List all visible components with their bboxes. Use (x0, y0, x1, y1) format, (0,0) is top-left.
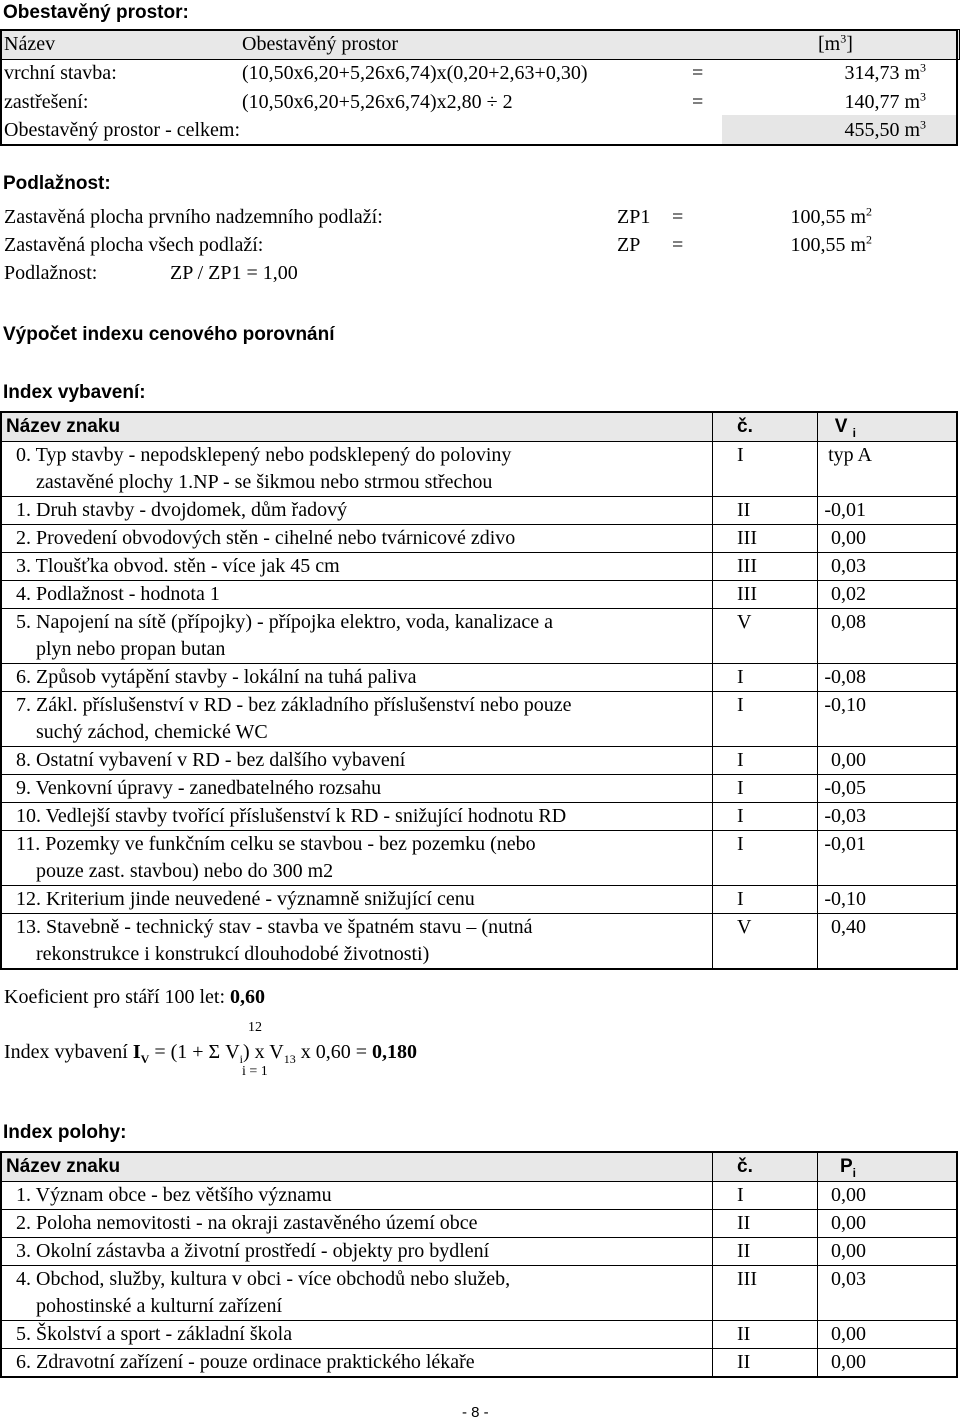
row-val: -0,03 (818, 803, 958, 831)
table-header-row (1, 412, 957, 442)
table-row (1, 692, 957, 747)
volume-row-formula: (10,50x6,20+5,26x6,74)x2,80 ÷ 2 (242, 91, 513, 113)
row-text: 0. Typ stavby - nepodsklepený nebo podsklepený do poloviny zastavěné plochy 1.NP - se šikmou nebo strmou střechou (1, 442, 713, 497)
row-no: I (713, 886, 818, 914)
podlaznost-eq: = (672, 206, 684, 228)
page-number: - 8 - (462, 1404, 489, 1421)
row-val: -0,10 (818, 692, 958, 747)
index-vybaveni-formula: Index vybavení $I_V = (1 + \Sigma$ $V_i$) x $V_{13}$ x 0,60 = 0,180 (4, 1041, 418, 1066)
row-text: 5. Školství a sport - základní škola (1, 1321, 713, 1349)
row-no: III (713, 525, 818, 553)
table-header-row (1, 1152, 957, 1182)
volume-header-name: Název (4, 33, 56, 55)
row-no: II (713, 1210, 818, 1238)
row-val: 0,08 (818, 609, 958, 664)
row-val: 0,02 (818, 581, 958, 609)
volume-row-formula: (10,50x6,20+5,26x6,74)x(0,20+2,63+0,30) (242, 62, 588, 84)
table-row (1, 747, 957, 775)
row-no: III (713, 553, 818, 581)
section-title-vybaveni: Index vybavení: (3, 382, 146, 403)
row-text: 4. Obchod, služby, kultura v obci - více obchodů nebo služeb, pohostinské a kulturní zařízení (1, 1266, 713, 1321)
podlaznost-value: 100,55 $m^2$ (790, 204, 872, 228)
row-val: -0,01 (818, 831, 958, 886)
row-text: 5. Napojení na sítě (přípojky) - přípojka elektro, voda, kanalizace a plyn nebo propan butan (1, 609, 713, 664)
row-val: 0,03 (818, 1266, 958, 1321)
row-no: I (713, 831, 818, 886)
volume-total-name: Obestavěný prostor - celkem: (4, 119, 241, 141)
table-row (1, 886, 957, 914)
table-row (1, 914, 957, 970)
sum-upper-limit: 12 (248, 1020, 262, 1035)
row-text: 8. Ostatní vybavení v RD - bez dalšího vybavení (1, 747, 713, 775)
table-row (1, 1210, 957, 1238)
table-row (1, 442, 957, 497)
header-val: $P_i$ (818, 1152, 958, 1182)
table-row (1, 664, 957, 692)
podlaznost-eq: = (672, 234, 684, 256)
sum-lower-limit: i = 1 (242, 1064, 268, 1079)
row-text: 6. Zdravotní zařízení - pouze ordinace praktického lékaře (1, 1349, 713, 1378)
koeficient-stari: Koeficient pro stáří 100 let: 0,60 (4, 986, 266, 1008)
row-text: 1. Význam obce - bez většího významu (1, 1182, 713, 1210)
row-no: I (713, 664, 818, 692)
row-no: I (713, 747, 818, 775)
row-text: 1. Druh stavby - dvojdomek, dům řadový (1, 497, 713, 525)
row-no: II (713, 1349, 818, 1378)
podlaznost-code: ZP1 (617, 206, 651, 228)
row-text: 13. Stavebně - technický stav - stavba ve špatném stavu – (nutná rekonstrukce i konstrukcí dlouhodobé životnosti) (1, 914, 713, 970)
section-title-polohy: Index polohy: (3, 1122, 127, 1143)
table-row (1, 1349, 957, 1378)
row-no: I (713, 692, 818, 747)
table-row (1, 1321, 957, 1349)
row-no: I (713, 1182, 818, 1210)
row-text: 12. Kriterium jinde neuvedené - významně snižující cenu (1, 886, 713, 914)
table-row (1, 553, 957, 581)
row-text: 11. Pozemky ve funkčním celku se stavbou - bez pozemku (nebo pouze zast. stavbou) nebo do 300 m2 (1, 831, 713, 886)
row-no: II (713, 497, 818, 525)
row-text: 3. Okolní zástavba a životní prostředí - objekty pro bydlení (1, 1238, 713, 1266)
row-no: II (713, 1321, 818, 1349)
section-title-obestaveny: Obestavěný prostor: (3, 2, 189, 23)
row-text: 4. Podlažnost - hodnota 1 (1, 581, 713, 609)
row-val: 0,00 (818, 525, 958, 553)
table-row (1, 581, 957, 609)
podlaznost-label: Zastavěná plocha všech podlaží: (4, 234, 264, 256)
row-no: III (713, 581, 818, 609)
podlaznost-result-label: Podlažnost: (4, 262, 98, 284)
row-no: I (713, 442, 818, 497)
row-text: 6. Způsob vytápění stavby - lokální na tuhá paliva (1, 664, 713, 692)
row-text: 10. Vedlejší stavby tvořící příslušenství k RD - snižující hodnotu RD (1, 803, 713, 831)
table-row (1, 1266, 957, 1321)
row-val: 0,00 (818, 1349, 958, 1378)
section-title-podlaznost: Podlažnost: (3, 173, 111, 194)
podlaznost-result-formula: ZP / ZP1 = 1,00 (170, 262, 298, 284)
volume-row-name: vrchní stavba: (4, 62, 117, 84)
table-row (1, 497, 957, 525)
row-val: 0,00 (818, 1238, 958, 1266)
row-text: 3. Tloušťka obvod. stěn - více jak 45 cm (1, 553, 713, 581)
row-val: 0,03 (818, 553, 958, 581)
header-name: Název znaku (1, 1152, 713, 1182)
table-row (1, 831, 957, 886)
volume-total-value: 455,50 $m^3$ (844, 117, 926, 141)
volume-row-eq: = (692, 91, 704, 113)
header-name: Název znaku (1, 412, 713, 442)
row-text: 7. Zákl. příslušenství v RD - bez základního příslušenství nebo pouze suchý záchod, chemické WC (1, 692, 713, 747)
podlaznost-code: ZP (617, 234, 641, 256)
header-no: č. (713, 1152, 818, 1182)
row-no: V (713, 609, 818, 664)
header-no: č. (713, 412, 818, 442)
volume-header-unit: $[m^3]$ (818, 31, 853, 55)
row-text: 2. Poloha nemovitosti - na okraji zastavěného území obce (1, 1210, 713, 1238)
row-val: 0,00 (818, 1210, 958, 1238)
row-no: V (713, 914, 818, 970)
row-text: 2. Provedení obvodových stěn - cihelné nebo tvárnicové zdivo (1, 525, 713, 553)
row-val: 0,40 (818, 914, 958, 970)
volume-row-name: zastřešení: (4, 91, 89, 113)
row-val: typ A (818, 442, 958, 497)
row-no: III (713, 1266, 818, 1321)
row-text: 9. Venkovní úpravy - zanedbatelného rozsahu (1, 775, 713, 803)
row-val: -0,05 (818, 775, 958, 803)
volume-header-formula: Obestavěný prostor (242, 33, 399, 55)
row-no: I (713, 775, 818, 803)
vybaveni-table (0, 411, 958, 970)
volume-row-value: 314,73 $m^3$ (844, 60, 926, 84)
row-val: 0,00 (818, 1321, 958, 1349)
row-no: II (713, 1238, 818, 1266)
polohy-table (0, 1151, 958, 1378)
volume-row-eq: = (692, 62, 704, 84)
row-val: 0,00 (818, 747, 958, 775)
section-title-vypocet: Výpočet indexu cenového porovnání (3, 324, 335, 345)
podlaznost-label: Zastavěná plocha prvního nadzemního podlaží: (4, 206, 383, 228)
row-val: -0,01 (818, 497, 958, 525)
table-row (1, 775, 957, 803)
row-val: -0,10 (818, 886, 958, 914)
podlaznost-value: 100,55 $m^2$ (790, 232, 872, 256)
volume-row-value: 140,77 $m^3$ (844, 89, 926, 113)
table-row (1, 609, 957, 664)
row-val: 0,00 (818, 1182, 958, 1210)
table-row (1, 1182, 957, 1210)
row-val: -0,08 (818, 664, 958, 692)
header-val: V $_i$ (818, 412, 958, 442)
row-no: I (713, 803, 818, 831)
table-row (1, 1238, 957, 1266)
table-row (1, 525, 957, 553)
table-row (1, 803, 957, 831)
